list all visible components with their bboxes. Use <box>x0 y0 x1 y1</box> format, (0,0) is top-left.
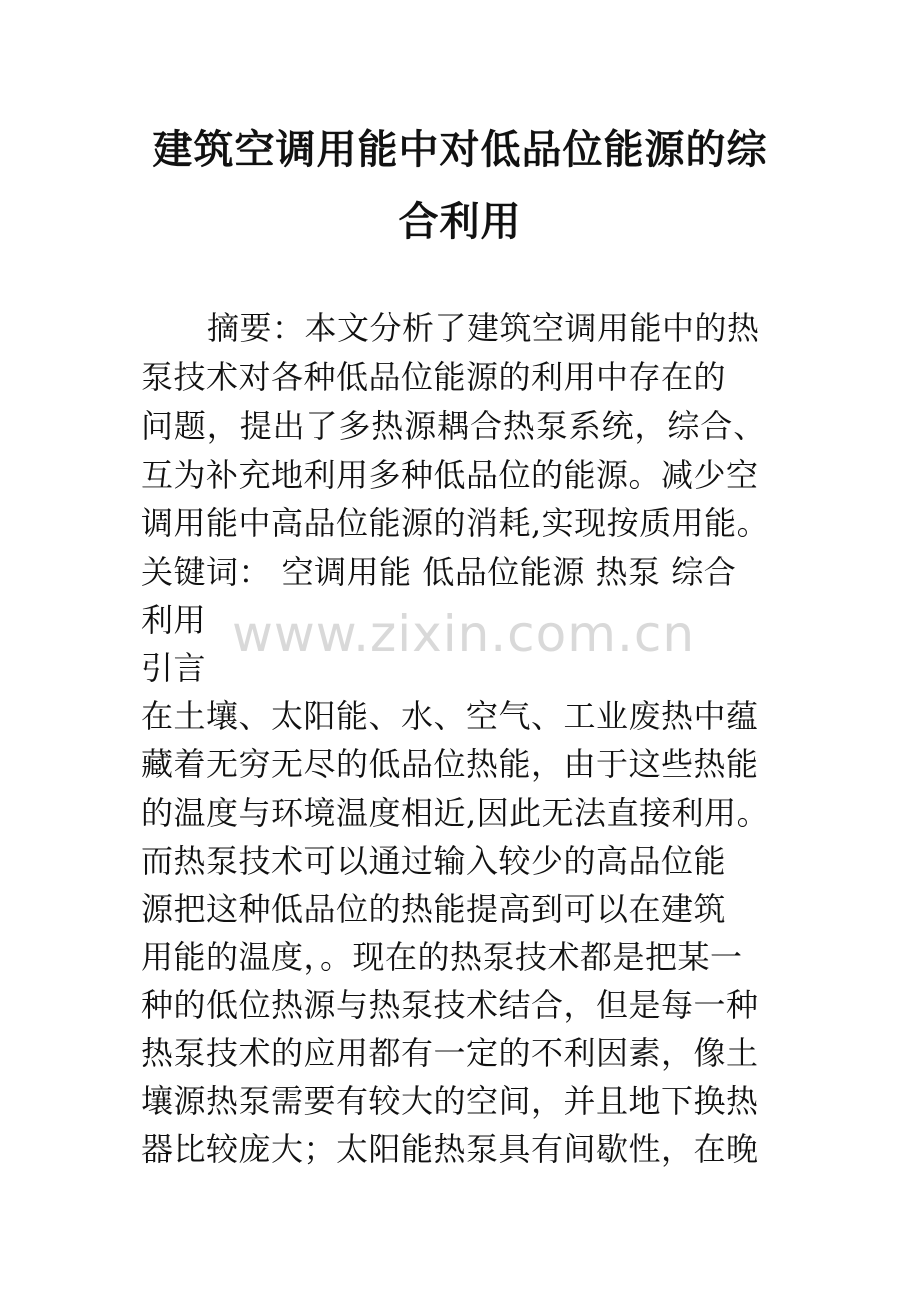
abstract-line: 互为补充地利用多种低品位的能源。减少空 <box>141 456 759 494</box>
body-line: 壤源热泵需要有较大的空间，并且地下换热 <box>141 1082 759 1120</box>
body-line: 种的低位热源与热泵技术结合，但是每一种 <box>141 986 759 1024</box>
abstract-line: 摘要：本文分析了建筑空调用能中的热 <box>207 309 760 347</box>
body-line: 用能的温度，。现在的热泵技术都是把某一 <box>141 938 743 976</box>
body-line: 的温度与环境温度相近,因此无法直接利用。 <box>141 794 770 832</box>
body-line: 器比较庞大；太阳能热泵具有间歇性，在晚 <box>141 1130 759 1168</box>
body-line: 源把这种低品位的热能提高到可以在建筑 <box>141 890 727 928</box>
body-line: 藏着无穷无尽的低品位热能，由于这些热能 <box>141 745 759 783</box>
document-title-line-1: 建筑空调用能中对低品位能源的综 <box>152 127 768 173</box>
body-line: 而热泵技术可以通过输入较少的高品位能 <box>141 842 727 880</box>
section-heading: 引言 <box>141 649 207 687</box>
document-title-line-2: 合利用 <box>398 199 522 245</box>
abstract-line: 问题，提出了多热源耦合热泵系统，综合、 <box>141 407 767 445</box>
body-line: 在土壤、太阳能、水、空气、工业废热中蕴 <box>141 697 759 735</box>
keywords-line: 关键词： 空调用能 低品位能源 热泵 综合 <box>141 553 737 591</box>
body-line: 热泵技术的应用都有一定的不利因素，像土 <box>141 1034 759 1072</box>
keywords-line: 利用 <box>141 601 207 639</box>
watermark: www.zixin.com.cn <box>232 605 696 663</box>
abstract-line: 泵技术对各种低品位能源的利用中存在的 <box>141 358 727 396</box>
abstract-line: 调用能中高品位能源的消耗,实现按质用能。 <box>141 504 770 542</box>
